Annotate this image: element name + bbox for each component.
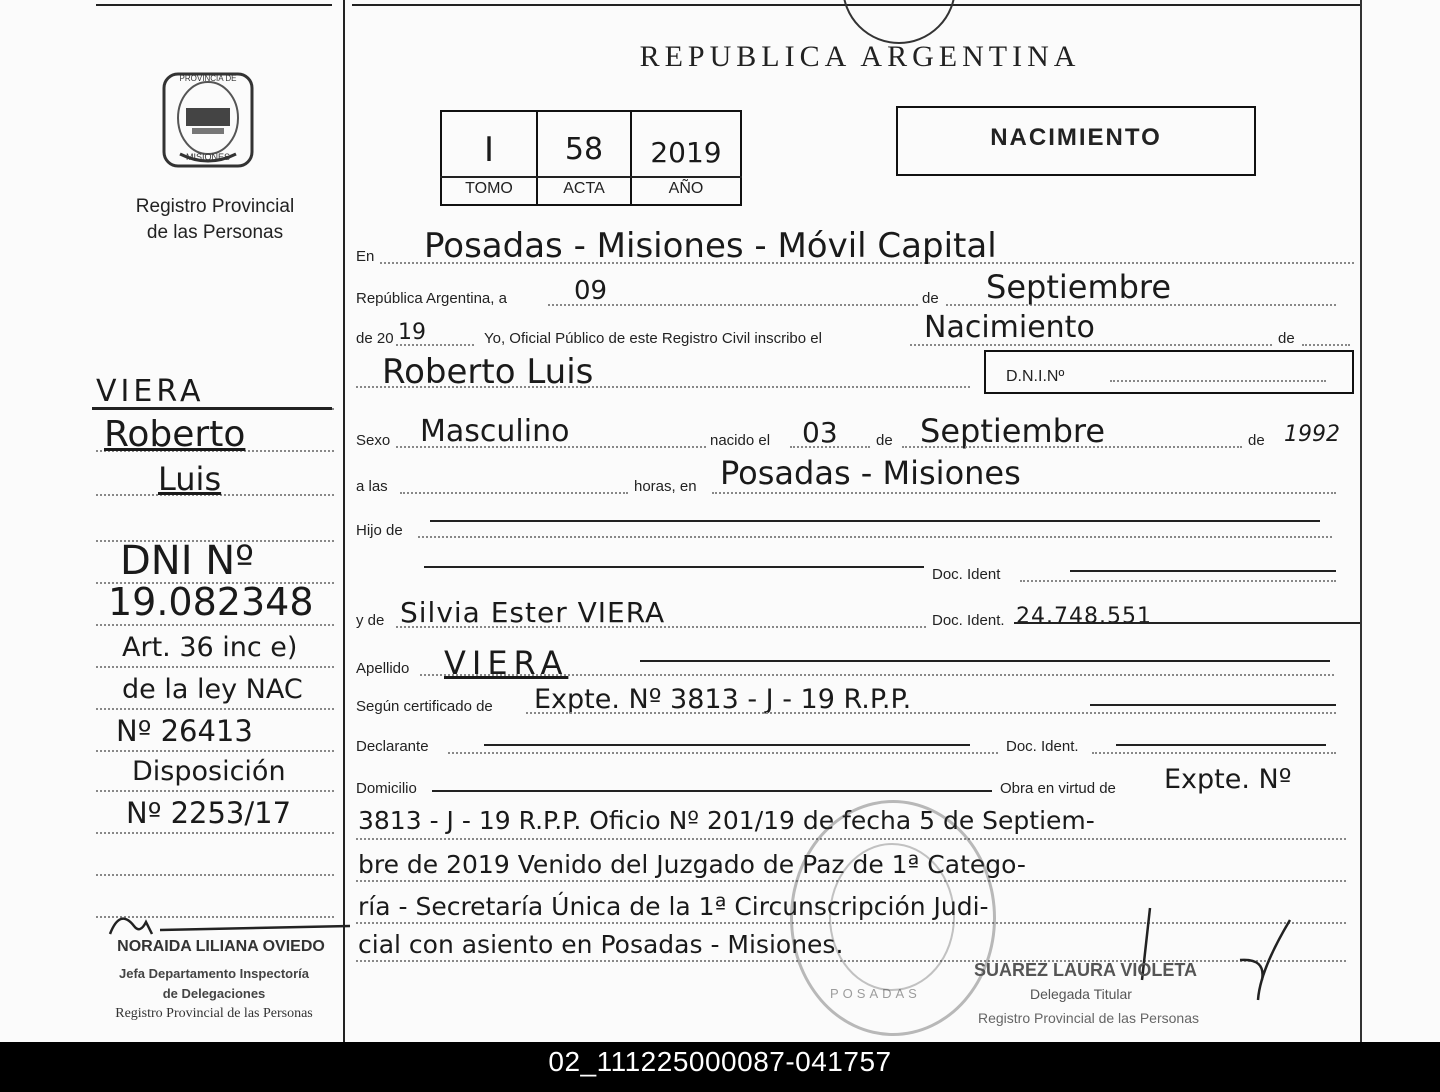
en-value: Posadas - Misiones - Móvil Capital bbox=[424, 226, 997, 266]
obra-label: Obra en virtud de bbox=[1000, 780, 1116, 797]
oficial-text: Yo, Oficial Público de este Registro Civil inscribo el bbox=[484, 330, 822, 347]
doc-ident-dots-1 bbox=[1020, 580, 1336, 582]
doc-ident-label-1: Doc. Ident bbox=[932, 566, 1001, 583]
tomo-label: TOMO bbox=[465, 180, 513, 197]
tomo-value: I bbox=[483, 130, 495, 170]
hijo-dots bbox=[418, 536, 1332, 538]
body-line-2: bre de 2019 Venido del Juzgado de Paz de 1ª Catego- bbox=[358, 850, 1026, 879]
birth-day: 03 bbox=[802, 416, 838, 449]
right-edge-divider bbox=[1360, 0, 1362, 1042]
apellido-dots bbox=[420, 674, 1334, 676]
alas-dots bbox=[400, 492, 628, 494]
de-label: de bbox=[922, 290, 939, 307]
delegate-name: SUAREZ LAURA VIOLETA bbox=[974, 960, 1197, 980]
declarante-dots bbox=[448, 752, 998, 754]
segun-value: Expte. Nº 3813 - J - 19 R.P.P. bbox=[534, 684, 912, 715]
margin-line bbox=[96, 750, 334, 752]
margin-surname: VIERA bbox=[96, 374, 205, 409]
birth-year: 1992 bbox=[1284, 422, 1340, 447]
domicilio-line bbox=[432, 790, 992, 792]
apellido-value: VIERA bbox=[444, 644, 569, 682]
official-title-line2: de Delegaciones bbox=[162, 986, 266, 1001]
registry-name-line2: de las Personas bbox=[146, 222, 284, 243]
margin-line bbox=[96, 708, 334, 710]
de2-dots bbox=[1302, 344, 1350, 346]
document-id: 02_111225000087-041757 bbox=[548, 1046, 892, 1077]
margin-line bbox=[96, 624, 334, 626]
alas-label: a las bbox=[356, 478, 388, 495]
doc-ident-label-3: Doc. Ident. bbox=[1006, 738, 1079, 755]
republica-label: República Argentina, a bbox=[356, 290, 507, 307]
hijo-label: Hijo de bbox=[356, 522, 403, 539]
nacido-label: nacido el bbox=[710, 432, 771, 449]
mother-name: Silvia Ester VIERA bbox=[400, 596, 666, 629]
mother-doc-line bbox=[1014, 622, 1360, 624]
body-line-1: 3813 - J - 19 R.P.P. Oficio Nº 201/19 de fecha 5 de Septiem- bbox=[358, 806, 1095, 835]
registry-name-line1: Registro Provincial bbox=[135, 196, 295, 217]
birth-month: Septiembre bbox=[920, 412, 1106, 450]
obra-value: Expte. Nº bbox=[1164, 764, 1292, 795]
margin-law: de la ley NAC bbox=[122, 674, 303, 705]
de-label-4: de bbox=[1248, 432, 1265, 449]
mother-doc: 24.748.551 bbox=[1016, 604, 1152, 629]
margin-surname-underline bbox=[92, 407, 332, 410]
birth-day-dots bbox=[790, 446, 870, 448]
dni-dots bbox=[1110, 380, 1326, 382]
yde-label: y de bbox=[356, 612, 385, 629]
apellido-label: Apellido bbox=[356, 660, 410, 677]
margin-dni-label: DNI Nº bbox=[120, 538, 255, 584]
margin-law-number: Nº 26413 bbox=[116, 714, 253, 748]
delegate-org: Registro Provincial de las Personas bbox=[978, 1010, 1199, 1026]
domicilio-label: Domicilio bbox=[356, 780, 417, 797]
dni-label: D.N.I.Nº bbox=[1006, 368, 1065, 385]
doc-ident-label-2: Doc. Ident. bbox=[932, 612, 1005, 629]
delegate-title: Delegada Titular bbox=[1030, 986, 1132, 1002]
left-column-divider bbox=[343, 0, 345, 1042]
sexo-value: Masculino bbox=[420, 414, 570, 449]
en-label: En bbox=[356, 248, 375, 265]
birth-month-dots bbox=[902, 446, 1242, 448]
hijo-line bbox=[430, 520, 1320, 522]
seal-text-bottom: MISIONES bbox=[185, 152, 230, 162]
doc-ident-dots-3 bbox=[1092, 752, 1336, 754]
apellido-line bbox=[640, 660, 1330, 662]
top-left-rule bbox=[96, 4, 332, 6]
mother-dots bbox=[396, 626, 926, 628]
name-value: Roberto Luis bbox=[382, 352, 594, 392]
stamp-text: POSADAS bbox=[830, 986, 921, 1001]
acta-label: ACTA bbox=[563, 180, 605, 197]
margin-line bbox=[96, 832, 334, 834]
year-label: de 20 bbox=[356, 330, 394, 347]
doc-ident-line-3 bbox=[1116, 744, 1326, 746]
margin-line bbox=[96, 790, 334, 792]
margin-disposition-number: Nº 2253/17 bbox=[126, 796, 292, 830]
birth-place: Posadas - Misiones bbox=[720, 454, 1021, 492]
margin-line bbox=[96, 874, 334, 876]
body-line-4: cial con asiento en Posadas - Misiones. bbox=[358, 930, 844, 959]
margin-line bbox=[96, 666, 334, 668]
declarante-label: Declarante bbox=[356, 738, 429, 755]
inscribe-value: Nacimiento bbox=[924, 310, 1095, 345]
official-title-line3: Registro Provincial de las Personas bbox=[115, 1006, 313, 1021]
month-value: Septiembre bbox=[986, 268, 1172, 306]
segun-label: Según certificado de bbox=[356, 698, 493, 715]
margin-dni-number: 19.082348 bbox=[108, 580, 314, 624]
name-dots bbox=[356, 386, 970, 388]
official-stamp-inner bbox=[829, 843, 955, 991]
de-label-3: de bbox=[876, 432, 893, 449]
country-title: REPUBLICA ARGENTINA bbox=[639, 40, 1081, 73]
birth-place-dots bbox=[712, 492, 1336, 494]
declarante-line bbox=[484, 744, 970, 746]
top-seal-fragment bbox=[842, 0, 956, 44]
doc-ident-line-1 bbox=[1070, 570, 1336, 572]
anio-value: 2019 bbox=[650, 136, 722, 169]
segun-dots bbox=[526, 712, 1336, 714]
official-name: NORAIDA LILIANA OVIEDO bbox=[117, 938, 325, 955]
margin-middlename: Luis bbox=[158, 460, 222, 498]
segun-line bbox=[1090, 704, 1336, 706]
parent-doc-line bbox=[424, 566, 924, 568]
sexo-label: Sexo bbox=[356, 432, 391, 449]
year-value: 19 bbox=[398, 320, 426, 345]
acta-value: 58 bbox=[564, 132, 604, 167]
body-line-3: ría - Secretaría Única de la 1ª Circunscripción Judi- bbox=[358, 892, 989, 921]
year-dots bbox=[396, 344, 474, 346]
seal-text-top: PROVINCIA DE bbox=[179, 74, 237, 83]
margin-article: Art. 36 inc e) bbox=[122, 632, 298, 663]
record-box-divider bbox=[440, 176, 742, 178]
de-label-2: de bbox=[1278, 330, 1295, 347]
margin-disposition: Disposición bbox=[132, 756, 286, 787]
anio-label: AÑO bbox=[668, 180, 704, 197]
day-value: 09 bbox=[574, 276, 608, 306]
official-title-line1: Jefa Departamento Inspectoría bbox=[118, 966, 309, 981]
margin-firstname: Roberto bbox=[104, 414, 246, 455]
record-type-label: NACIMIENTO bbox=[990, 124, 1162, 151]
horas-label: horas, en bbox=[634, 478, 697, 495]
